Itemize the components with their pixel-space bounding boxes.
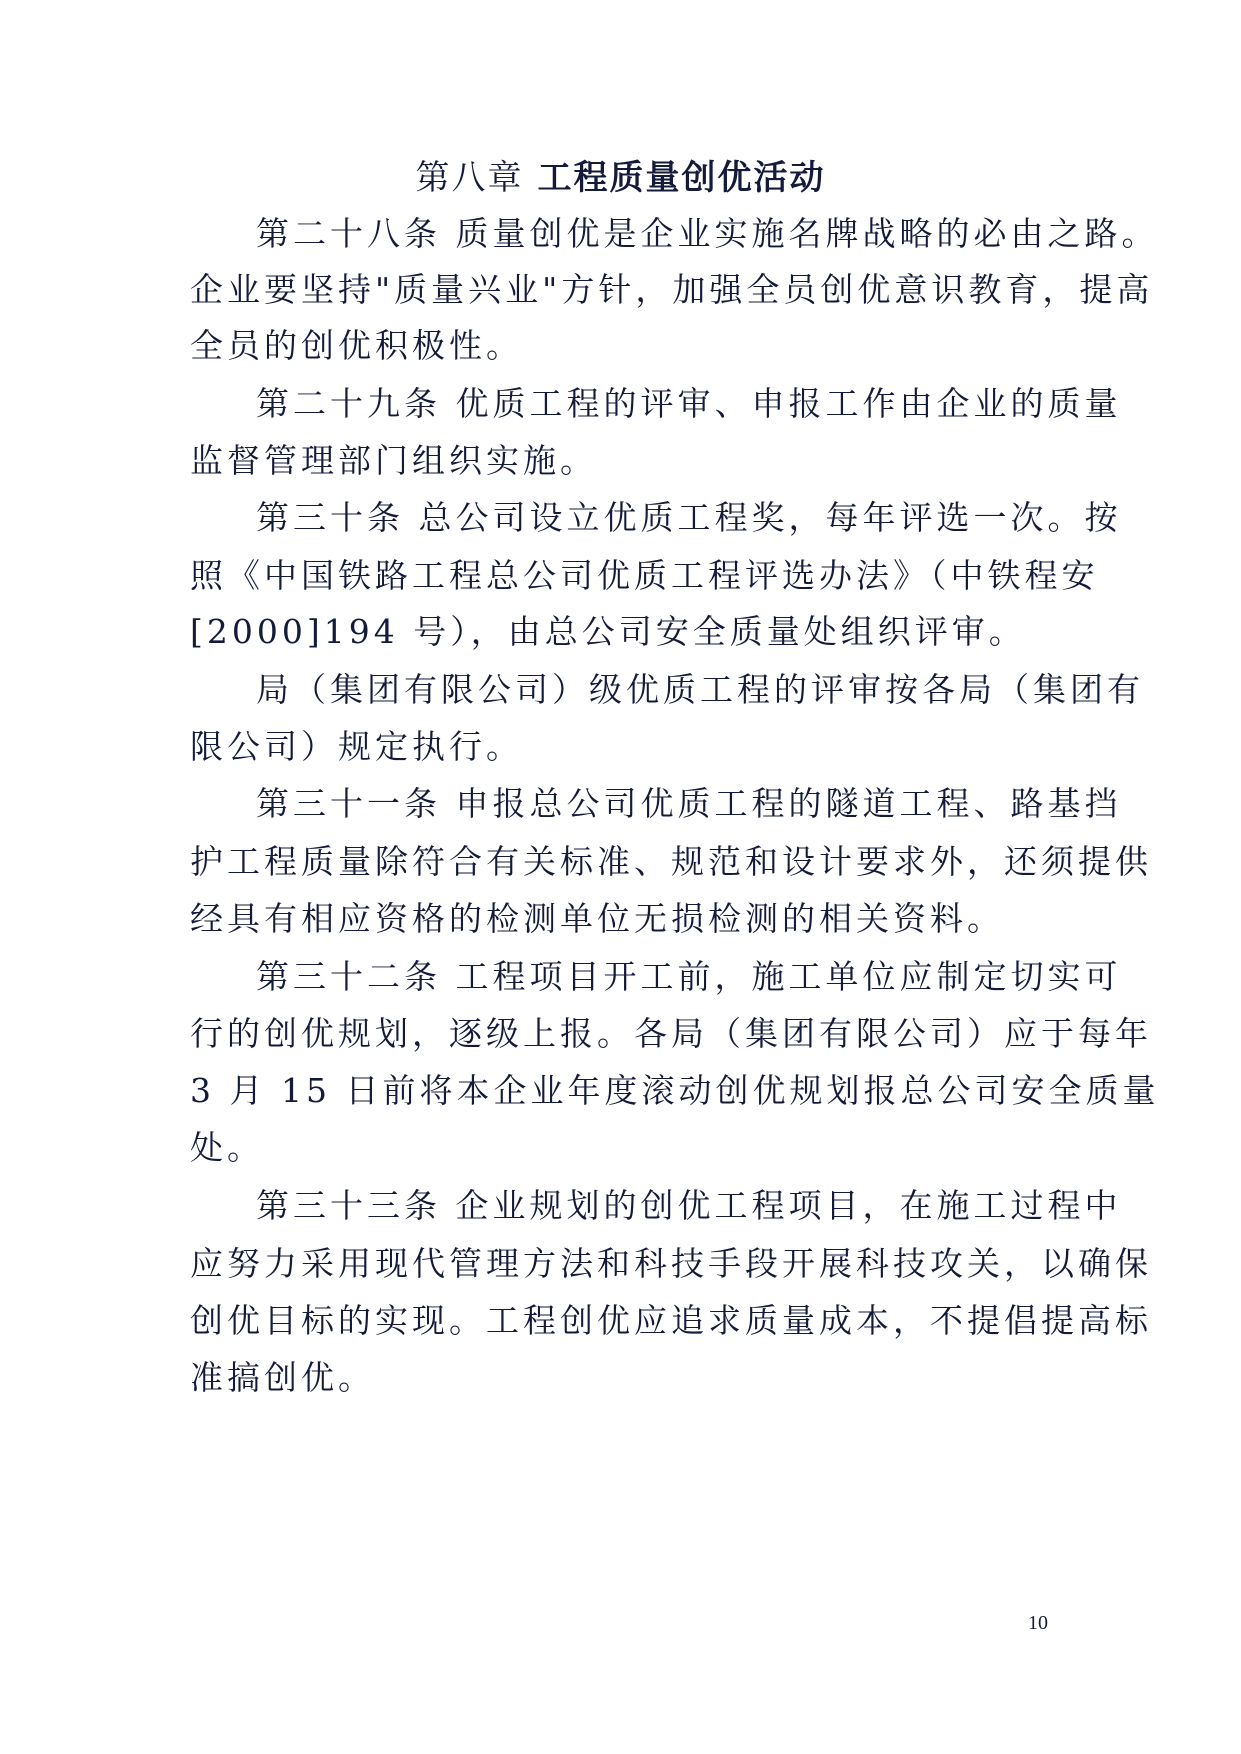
chapter-title: 工程质量创优活动 [537,158,826,198]
article-29-line-2: 监督管理部门组织实施。 [190,441,597,480]
article-33-line-2: 应努力采用现代管理方法和科技手段开展科技攻关，以确保 [190,1244,1152,1283]
article-30-line-1: 第三十条 总公司设立优质工程奖，每年评选一次。按 [256,498,1122,537]
chapter-number: 第八章 [415,158,524,198]
article-30-line-3: [2000]194 号），由总公司安全质量处组织评审。 [190,612,1026,651]
article-32-line-4: 处。 [190,1128,264,1167]
article-33-line-3: 创优目标的实现。工程创优应追求质量成本，不提倡提高标 [190,1301,1152,1340]
article-28-line-3: 全员的创优积极性。 [190,326,523,365]
article-31-line-3: 经具有相应资格的检测单位无损检测的相关资料。 [190,899,1004,938]
article-28-line-1: 第二十八条 质量创优是企业实施名牌战略的必由之路。 [256,214,1159,253]
article-28-line-2: 企业要坚持"质量兴业"方针，加强全员创优意识教育，提高 [190,270,1154,309]
article-33-line-1: 第三十三条 企业规划的创优工程项目，在施工过程中 [256,1186,1122,1225]
chapter-heading [0,158,1241,198]
article-29-line-1: 第二十九条 优质工程的评审、申报工作由企业的质量 [256,384,1122,423]
article-31-line-1: 第三十一条 申报总公司优质工程的隧道工程、路基挡 [256,784,1122,823]
bureau-paragraph-line-2: 限公司）规定执行。 [190,727,523,766]
article-32-line-2: 行的创优规划，逐级上报。各局（集团有限公司）应于每年 [190,1014,1152,1053]
page-number: 10 [1028,1612,1048,1634]
article-30-line-2: 照《中国铁路工程总公司优质工程评选办法》（中铁程安 [190,556,1099,595]
article-32-line-3: 3 月 15 日前将本企业年度滚动创优规划报总公司安全质量 [190,1071,1160,1110]
article-32-line-1: 第三十二条 工程项目开工前，施工单位应制定切实可 [256,957,1122,996]
article-33-line-4: 准搞创优。 [190,1358,375,1397]
article-31-line-2: 护工程质量除符合有关标准、规范和设计要求外，还须提供 [190,842,1152,881]
bureau-paragraph-line-1: 局（集团有限公司）级优质工程的评审按各局（集团有 [256,670,1144,709]
